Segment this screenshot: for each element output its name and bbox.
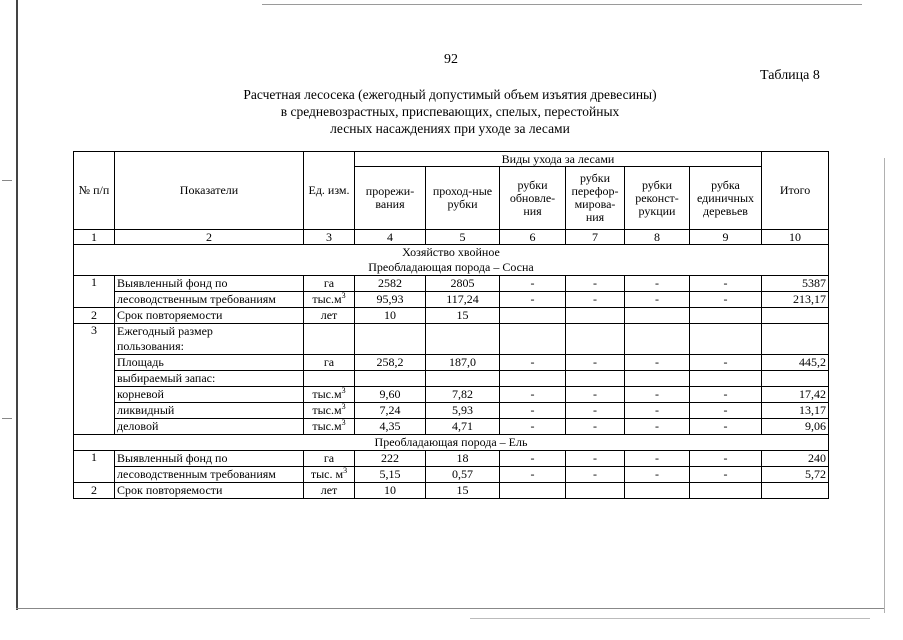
value-cell: - <box>566 276 625 292</box>
scan-tick <box>2 180 12 181</box>
row-label: выбираемый запас: <box>115 371 304 387</box>
value-cell: - <box>690 387 762 403</box>
value-cell: 10 <box>355 308 426 324</box>
value-cell: - <box>566 467 625 483</box>
scan-border-left <box>16 0 18 610</box>
value-cell: - <box>690 451 762 467</box>
value-cell <box>500 483 566 499</box>
header-total: Итого <box>762 152 829 230</box>
row-num: 2 <box>74 483 115 499</box>
row-num: 3 <box>74 324 115 435</box>
header-type: прорежи-вания <box>355 167 426 230</box>
table-label: Таблица 8 <box>760 68 820 83</box>
value-cell <box>355 324 426 355</box>
value-cell: - <box>566 387 625 403</box>
value-cell: - <box>500 292 566 308</box>
unit-text: тыс.м <box>312 403 342 417</box>
header-type: рубки реконст-рукции <box>625 167 690 230</box>
value-cell: 4,71 <box>426 419 500 435</box>
value-cell <box>690 308 762 324</box>
table-row <box>74 324 829 340</box>
unit-cell: га <box>304 355 355 371</box>
value-cell <box>566 483 625 499</box>
value-cell: - <box>625 403 690 419</box>
header-indicator: Показатели <box>115 152 304 230</box>
value-cell: - <box>690 419 762 435</box>
unit-cell: га <box>304 451 355 467</box>
total-cell <box>762 483 829 499</box>
value-cell: - <box>625 467 690 483</box>
value-cell: - <box>566 419 625 435</box>
header-num: № п/п <box>74 152 115 230</box>
header-type: рубка единичных деревьев <box>690 167 762 230</box>
value-cell: - <box>625 387 690 403</box>
value-cell: - <box>500 419 566 435</box>
unit-superscript: 3 <box>341 386 346 395</box>
row-num: 1 <box>74 451 115 483</box>
scan-border-right <box>884 158 885 613</box>
header-row <box>74 152 829 167</box>
total-cell: 240 <box>762 451 829 467</box>
value-cell: - <box>690 355 762 371</box>
document-title <box>180 86 720 137</box>
value-cell <box>690 483 762 499</box>
value-cell <box>566 308 625 324</box>
column-number: 7 <box>566 230 625 245</box>
value-cell: 187,0 <box>426 355 500 371</box>
table-row <box>74 387 829 403</box>
column-number: 4 <box>355 230 426 245</box>
total-cell: 5387 <box>762 276 829 292</box>
value-cell: 2582 <box>355 276 426 292</box>
unit-cell <box>304 387 355 403</box>
value-cell <box>426 371 500 387</box>
forest-cutting-table <box>73 151 829 499</box>
column-number-row <box>74 230 829 245</box>
unit-cell: га <box>304 276 355 292</box>
row-num: 1 <box>74 276 115 308</box>
table-row <box>74 483 829 499</box>
value-cell: 9,60 <box>355 387 426 403</box>
value-cell: 258,2 <box>355 355 426 371</box>
section-row <box>74 245 829 261</box>
table-row <box>74 467 829 483</box>
value-cell <box>355 371 426 387</box>
unit-cell: лет <box>304 308 355 324</box>
value-cell <box>625 371 690 387</box>
value-cell: - <box>625 292 690 308</box>
row-label: Срок повторяемости <box>115 483 304 499</box>
column-number: 3 <box>304 230 355 245</box>
value-cell: 10 <box>355 483 426 499</box>
unit-text: тыс. м <box>310 467 344 481</box>
value-cell: - <box>625 451 690 467</box>
row-label: Площадь <box>115 355 304 371</box>
unit-superscript: 3 <box>341 291 346 300</box>
value-cell: - <box>500 355 566 371</box>
page-number: 92 <box>444 52 458 67</box>
value-cell: - <box>690 403 762 419</box>
value-cell: 95,93 <box>355 292 426 308</box>
section-spruce: Преобладающая порода – Ель <box>74 435 829 451</box>
row-label: лесоводственным требованиям <box>115 292 304 308</box>
scan-border-bottom <box>470 618 870 619</box>
value-cell: 0,57 <box>426 467 500 483</box>
column-number: 10 <box>762 230 829 245</box>
unit-cell <box>304 467 355 483</box>
value-cell: 2805 <box>426 276 500 292</box>
value-cell: 15 <box>426 483 500 499</box>
value-cell: - <box>500 451 566 467</box>
value-cell: - <box>500 467 566 483</box>
value-cell: - <box>566 292 625 308</box>
total-cell: 445,2 <box>762 355 829 371</box>
row-label: Выявленный фонд по <box>115 451 304 467</box>
unit-cell: лет <box>304 483 355 499</box>
unit-text: тыс.м <box>312 387 342 401</box>
table-row <box>74 308 829 324</box>
header-type: проход-ные рубки <box>426 167 500 230</box>
row-label: Выявленный фонд по <box>115 276 304 292</box>
value-cell: - <box>690 292 762 308</box>
column-number: 2 <box>115 230 304 245</box>
value-cell: - <box>500 387 566 403</box>
value-cell: 5,15 <box>355 467 426 483</box>
value-cell: - <box>566 355 625 371</box>
row-label: деловой <box>115 419 304 435</box>
total-cell: 9,06 <box>762 419 829 435</box>
unit-cell <box>304 292 355 308</box>
value-cell <box>500 371 566 387</box>
column-number: 9 <box>690 230 762 245</box>
value-cell: 15 <box>426 308 500 324</box>
row-num: 2 <box>74 308 115 324</box>
unit-text: тыс.м <box>312 419 342 433</box>
header-group: Виды ухода за лесами <box>355 152 762 167</box>
value-cell: 222 <box>355 451 426 467</box>
header-unit: Ед. изм. <box>304 152 355 230</box>
total-cell: 17,42 <box>762 387 829 403</box>
column-number: 1 <box>74 230 115 245</box>
table-row <box>74 419 829 435</box>
total-cell <box>762 371 829 387</box>
row-label: пользования: <box>115 339 304 355</box>
header-type: рубки обновле-ния <box>500 167 566 230</box>
column-number: 6 <box>500 230 566 245</box>
total-cell: 213,17 <box>762 292 829 308</box>
value-cell <box>566 324 625 355</box>
total-cell: 13,17 <box>762 403 829 419</box>
value-cell: 7,82 <box>426 387 500 403</box>
value-cell <box>625 483 690 499</box>
value-cell: 18 <box>426 451 500 467</box>
table-row <box>74 276 829 292</box>
section-row <box>74 260 829 276</box>
column-number: 5 <box>426 230 500 245</box>
total-cell: 5,72 <box>762 467 829 483</box>
scan-border-top <box>262 4 862 5</box>
row-label: Ежегодный размер <box>115 324 304 340</box>
header-type: рубки перефор-мирова-ния <box>566 167 625 230</box>
unit-cell <box>304 419 355 435</box>
unit-superscript: 3 <box>341 418 346 427</box>
unit-superscript: 3 <box>343 466 348 475</box>
title-line: в средневозрастных, приспевающих, спелых, перестойных <box>280 104 620 119</box>
table-row <box>74 451 829 467</box>
value-cell: 4,35 <box>355 419 426 435</box>
value-cell: - <box>625 355 690 371</box>
unit-cell <box>304 371 355 387</box>
table-row <box>74 403 829 419</box>
value-cell: - <box>690 467 762 483</box>
total-cell <box>762 308 829 324</box>
value-cell: - <box>625 419 690 435</box>
unit-text: тыс.м <box>312 292 342 306</box>
row-label: корневой <box>115 387 304 403</box>
value-cell: - <box>566 403 625 419</box>
table-row <box>74 371 829 387</box>
row-label: ликвидный <box>115 403 304 419</box>
value-cell: 7,24 <box>355 403 426 419</box>
section-row <box>74 435 829 451</box>
value-cell <box>690 371 762 387</box>
scan-tick <box>2 418 12 419</box>
unit-cell <box>304 403 355 419</box>
total-cell <box>762 324 829 355</box>
value-cell <box>500 324 566 355</box>
column-number: 8 <box>625 230 690 245</box>
row-label: Срок повторяемости <box>115 308 304 324</box>
scan-border-bottom <box>16 608 884 609</box>
value-cell: - <box>500 276 566 292</box>
value-cell: - <box>690 276 762 292</box>
value-cell: - <box>625 276 690 292</box>
value-cell <box>566 371 625 387</box>
section-farm: Хозяйство хвойное <box>74 245 829 261</box>
value-cell <box>625 308 690 324</box>
value-cell <box>690 324 762 355</box>
value-cell <box>500 308 566 324</box>
value-cell: 5,93 <box>426 403 500 419</box>
row-label: лесоводственным требованиям <box>115 467 304 483</box>
value-cell: - <box>566 451 625 467</box>
value-cell: - <box>500 403 566 419</box>
section-pine: Преобладающая порода – Сосна <box>74 260 829 276</box>
unit-superscript: 3 <box>341 402 346 411</box>
value-cell <box>426 324 500 355</box>
value-cell: 117,24 <box>426 292 500 308</box>
table-row <box>74 355 829 371</box>
table-row <box>74 292 829 308</box>
title-line: лесных насаждениях при уходе за лесами <box>330 121 570 136</box>
unit-cell <box>304 324 355 355</box>
value-cell <box>625 324 690 355</box>
title-line: Расчетная лесосека (ежегодный допустимый объем изъятия древесины) <box>243 87 657 102</box>
